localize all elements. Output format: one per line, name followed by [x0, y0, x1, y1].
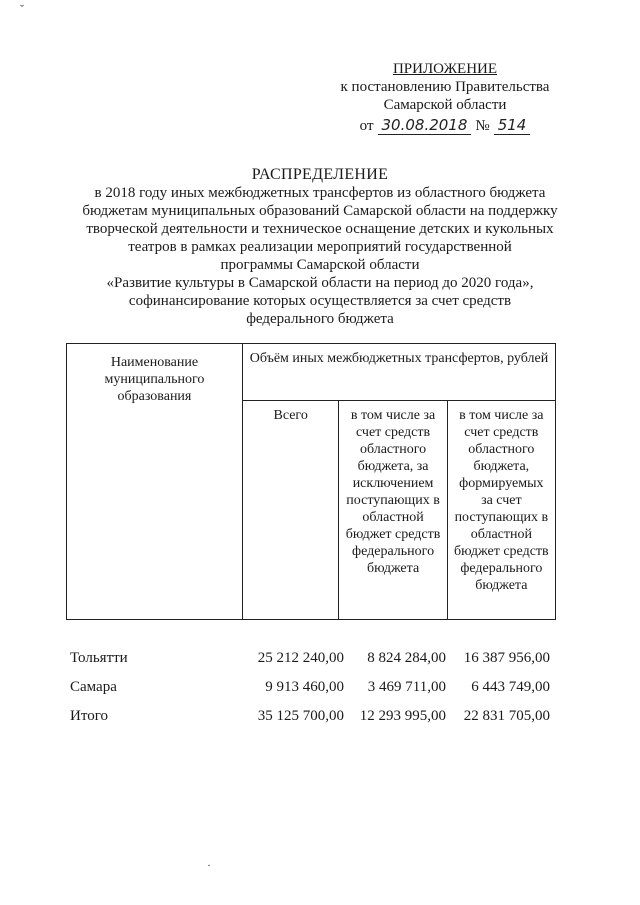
stray-mark: ·: [207, 858, 211, 872]
appendix-block: [300, 60, 590, 135]
table-row-total: [70, 708, 560, 737]
row-federal: 22 831 705,00: [463, 708, 550, 724]
row-total: 25 212 240,00: [257, 650, 344, 666]
title-line: в 2018 году иных межбюджетных трансфертов из областного бюджета: [94, 185, 546, 201]
handwritten-number: 514: [494, 116, 531, 135]
row-name: Тольятти: [70, 650, 128, 666]
document-title: РАСПРЕДЕЛЕНИЕ: [251, 166, 389, 183]
title-line: софинансирование которых осуществляется за счет средств: [128, 293, 512, 309]
row-federal: 16 387 956,00: [463, 650, 550, 666]
title-line: программы Самарской области: [220, 257, 420, 273]
appendix-heading: ПРИЛОЖЕНИЕ: [392, 61, 498, 77]
table-body: [70, 650, 560, 737]
total-column-header: Всего: [242, 401, 339, 620]
date-prefix: от: [359, 118, 374, 134]
row-total: 35 125 700,00: [257, 708, 344, 724]
title-block: [55, 166, 585, 328]
corner-mark: ˇ: [20, 2, 24, 16]
appendix-line-2: Самарской области: [383, 97, 507, 113]
row-total: 9 913 460,00: [265, 679, 344, 695]
date-line: [300, 116, 590, 135]
row-regional: 12 293 995,00: [359, 708, 446, 724]
title-line: творческой деятельности и техническое оснащение детских и кукольных: [86, 221, 554, 237]
title-line: «Развитие культуры в Самарской области на период до 2020 года»,: [106, 275, 534, 291]
volume-column-header: Объём иных межбюджетных трансфертов, рублей: [242, 344, 555, 401]
table-header: [66, 343, 556, 620]
federal-column-header: в том числе за счет средств областного бюджета, формируемых за счет поступающих в областной бюджет средств федерального бюджета: [447, 401, 555, 620]
row-name: Итого: [70, 708, 108, 724]
title-line: театров в рамках реализации мероприятий государственной: [128, 239, 512, 255]
title-line: бюджетам муниципальных образований Самарской области на поддержку: [82, 203, 558, 219]
regional-column-header: в том числе за счет средств областного бюджета, за исключением поступающих в областной бюджет средств федерального бюджета: [339, 401, 447, 620]
title-line: федерального бюджета: [246, 311, 394, 327]
row-name: Самара: [70, 679, 117, 695]
table-row: [70, 650, 560, 679]
number-prefix: №: [475, 118, 490, 134]
row-federal: 6 443 749,00: [471, 679, 550, 695]
name-column-header: Наименование муниципального образования: [67, 344, 243, 620]
row-regional: 3 469 711,00: [367, 679, 446, 695]
handwritten-date: 30.08.2018: [378, 116, 472, 135]
appendix-line-1: к постановлению Правительства: [340, 79, 550, 95]
table-row: [70, 679, 560, 708]
row-regional: 8 824 284,00: [367, 650, 446, 666]
